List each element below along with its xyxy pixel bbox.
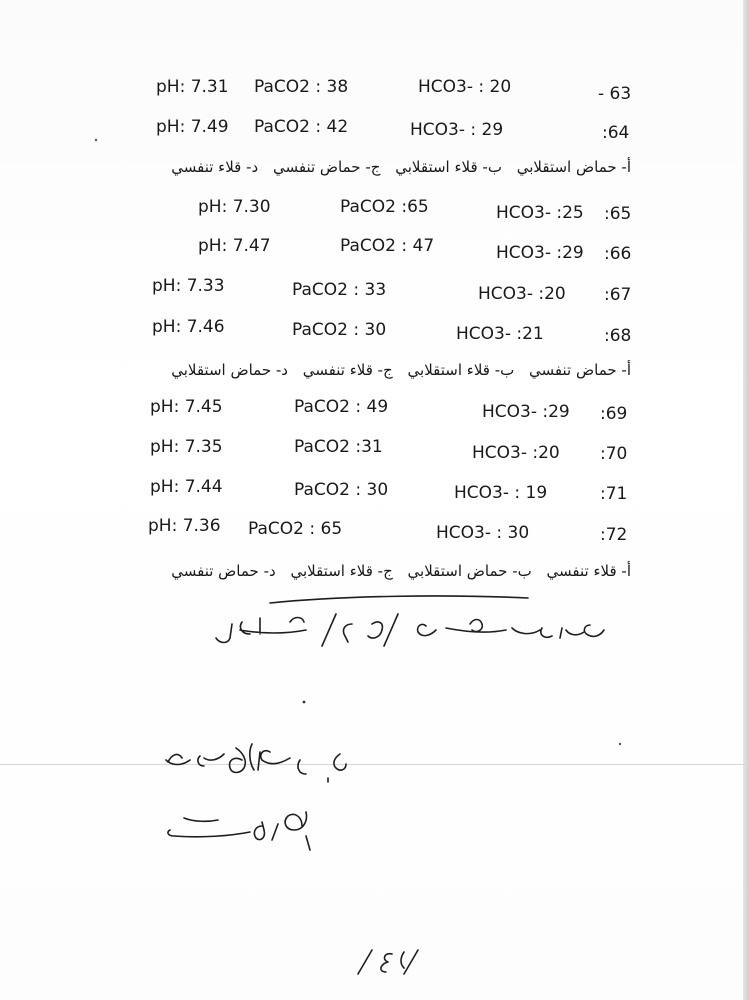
hco3-value: HCO3- : 30 — [436, 523, 530, 543]
option-d: د- قلاء تنفسي — [171, 158, 259, 176]
ph-value: pH: 7.35 — [150, 437, 223, 457]
option-a: أ- قلاء تنفسي — [546, 562, 631, 580]
hco3-value: HCO3- :20 — [478, 284, 566, 304]
option-c: ج- حماض تنفسي — [272, 158, 381, 176]
paco2-value: PaCO2 : 49 — [294, 397, 389, 417]
option-a: أ- حماض تنفسي — [529, 361, 631, 379]
paco2-value: PaCO2 : 33 — [292, 280, 387, 300]
paco2-value: PaCO2 :31 — [294, 437, 383, 457]
ph-value: pH: 7.44 — [150, 477, 223, 497]
hco3-value: HCO3- : 20 — [418, 77, 512, 97]
ph-value: pH: 7.45 — [150, 397, 223, 417]
hco3-value: HCO3- :25 — [496, 203, 584, 223]
ph-value: pH: 7.46 — [152, 317, 225, 337]
option-d: د- حماض تنفسي — [171, 562, 276, 580]
ph-value: pH: 7.36 — [148, 516, 221, 536]
question-number: :68 — [604, 326, 632, 346]
option-b: ب- قلاء استقلابي — [407, 361, 515, 379]
hco3-value: HCO3- :29 — [482, 402, 570, 422]
option-a: أ- حماض استقلابي — [516, 158, 631, 176]
ph-value: pH: 7.33 — [152, 276, 225, 296]
ph-value: pH: 7.31 — [156, 77, 229, 97]
option-c: ج- قلاء تنفسي — [302, 361, 393, 379]
option-d: د- حماض استقلابي — [171, 361, 288, 379]
handwriting-underline — [270, 596, 528, 603]
paco2-value: PaCO2 : 30 — [292, 320, 387, 340]
paco2-value: PaCO2 :65 — [340, 197, 429, 217]
paco2-value: PaCO2 : 47 — [340, 236, 435, 256]
hco3-value: HCO3- :20 — [472, 443, 560, 463]
question-number: :66 — [604, 244, 632, 264]
hco3-value: HCO3- : 29 — [410, 120, 504, 140]
hco3-value: HCO3- :21 — [456, 324, 544, 344]
hco3-value: HCO3- :29 — [496, 243, 584, 263]
question-number: :70 — [600, 444, 628, 464]
paco2-value: PaCO2 : 42 — [254, 117, 349, 137]
ph-value: pH: 7.49 — [156, 117, 229, 137]
hco3-value: HCO3- : 19 — [454, 483, 548, 503]
option-b: ب- حماض استقلابي — [407, 562, 532, 580]
ph-value: pH: 7.30 — [198, 197, 271, 217]
question-number: :72 — [600, 525, 628, 545]
ph-value: pH: 7.47 — [198, 236, 271, 256]
question-number: :69 — [600, 404, 628, 424]
option-b: ب- قلاء استقلابي — [395, 158, 502, 176]
paco2-value: PaCO2 : 30 — [294, 480, 389, 500]
question-number: :65 — [604, 204, 632, 224]
paco2-value: PaCO2 : 65 — [248, 519, 343, 539]
option-c: ج- قلاء استقلابي — [290, 562, 393, 580]
paco2-value: PaCO2 : 38 — [254, 77, 349, 97]
question-number: :71 — [600, 484, 628, 504]
question-number: :64 — [602, 123, 630, 143]
question-number: - 63 — [598, 84, 632, 104]
question-number: :67 — [604, 285, 632, 305]
